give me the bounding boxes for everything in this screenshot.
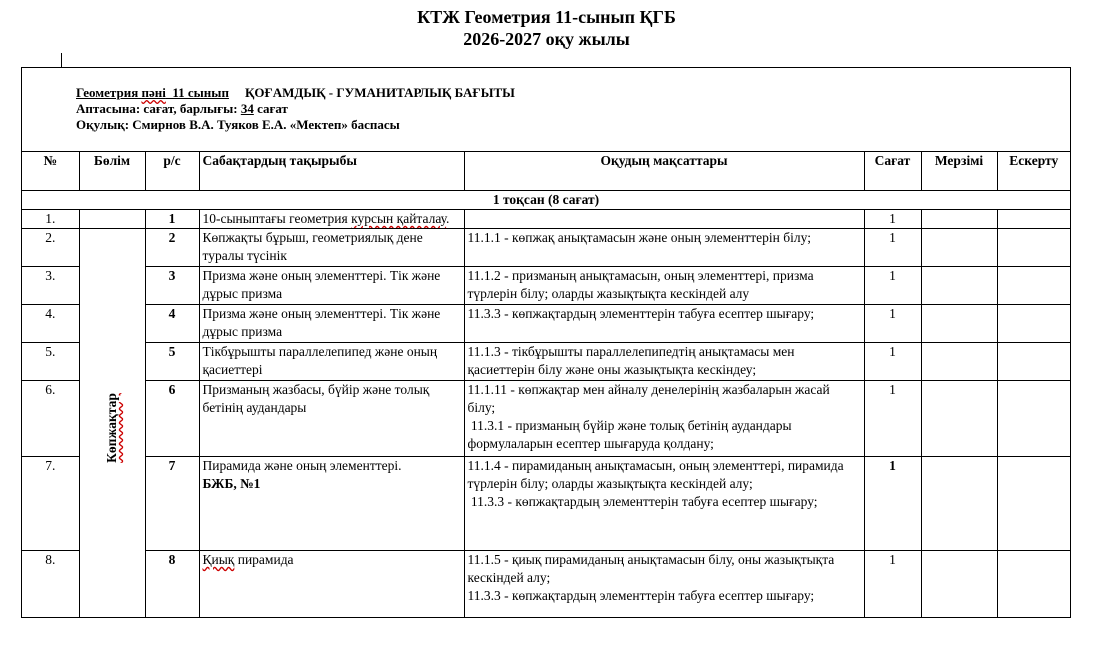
- row-number: 8.: [22, 551, 79, 619]
- spellcheck-word: Қиық: [202, 552, 235, 567]
- row-note: [997, 210, 1070, 229]
- row-topic: [199, 267, 464, 305]
- quarter-row: [22, 191, 1070, 210]
- row-date: [921, 305, 997, 343]
- row-topic: [199, 551, 464, 619]
- row-hours: 1: [864, 210, 921, 229]
- row-rs: 4: [145, 305, 199, 343]
- objective-item: 11.3.3 - көпжақтардың элементтерін табуға есептер шығару;: [467, 306, 815, 321]
- row-date: [921, 381, 997, 457]
- row-rs: 7: [145, 457, 199, 551]
- quarter-label: 1 тоқсан (8 сағат): [22, 191, 1070, 210]
- row-hours: 1: [864, 551, 921, 619]
- row-hours: 1: [864, 457, 921, 551]
- info-hours-line: [76, 101, 1070, 117]
- table-row: [22, 381, 1070, 457]
- topic-text: Тікбұрышты параллелепипед және оның қасиеттері: [202, 344, 438, 377]
- row-number: 6.: [22, 381, 79, 457]
- row-number: 5.: [22, 343, 79, 381]
- row-hours: 1: [864, 343, 921, 381]
- header-rs: р/с: [145, 152, 199, 191]
- row-topic: [199, 210, 464, 229]
- section-cell-empty: [79, 210, 145, 229]
- topic-text: Призма және оның элементтері. Тік және дұрыс призма: [202, 268, 441, 301]
- row-number: 1.: [22, 210, 79, 229]
- topic-text: 10-сыныптағы геометрия курсын қайталау.: [202, 211, 450, 226]
- info-subject: Геометрия пәні_11 сынып: [76, 85, 229, 100]
- plan-sheet: [21, 67, 1071, 618]
- objective-item: 11.1.5 - қиық пирамиданың анықтамасын білу, оны жазықтықта кескіндей алу;: [467, 552, 838, 585]
- objective-item: 11.1.3 - тікбұрышты параллелепипедтің анықтамасы мен қасиеттерін білу және оны жазықтықта кескіндеу;: [467, 344, 798, 377]
- header-section: Бөлім: [79, 152, 145, 191]
- row-rs: 2: [145, 229, 199, 267]
- objective-item: 11.1.4 - пирамиданың анықтамасын, оның элементтері, пирамида түрлерін білу; оларды жазықтықта кескіндей алу;: [467, 458, 848, 491]
- info-textbook: Оқулық: Смирнов В.А. Туяков Е.А. «Мектеп» баспасы: [76, 117, 400, 132]
- info-hours-suffix: сағат: [257, 101, 288, 116]
- row-topic: [199, 305, 464, 343]
- row-objectives: [464, 229, 864, 267]
- objective-item: 11.1.11 - көпжақтар мен айналу денелерінің жазбаларын жасай білу;: [467, 382, 834, 415]
- topic-text: Пирамида және оның элементтері.: [202, 458, 402, 473]
- section-cell: [79, 229, 145, 619]
- row-note: [997, 343, 1070, 381]
- table-row: [22, 343, 1070, 381]
- row-objectives: [464, 343, 864, 381]
- objective-item: 11.1.2 - призманың анықтамасын, оның элементтері, призма түрлерін білу; оларды жазықтықта кескіндей алу: [467, 268, 817, 301]
- row-note: [997, 551, 1070, 619]
- row-objectives: [464, 551, 864, 619]
- row-number: 3.: [22, 267, 79, 305]
- row-objectives: [464, 267, 864, 305]
- row-rs: 6: [145, 381, 199, 457]
- lesson-table: [22, 152, 1070, 618]
- document-title: [0, 6, 1093, 50]
- topic-text: Қиық пирамида: [202, 552, 294, 567]
- objective-item: 11.3.3 - көпжақтардың элементтерін табуға есептер шығару;: [467, 494, 818, 509]
- row-date: [921, 343, 997, 381]
- info-direction: ҚОҒАМДЫҚ - ГУМАНИТАРЛЫҚ БАҒЫТЫ: [244, 85, 515, 100]
- objective-item: 11.1.1 - көпжақ анықтамасын және оның элементтерін білу;: [467, 230, 811, 245]
- row-rs: 8: [145, 551, 199, 619]
- info-hours-total: 34: [240, 101, 254, 116]
- row-topic: [199, 457, 464, 551]
- row-number: 4.: [22, 305, 79, 343]
- topic-bold-text: БЖБ, №1: [202, 476, 261, 491]
- row-number: 2.: [22, 229, 79, 267]
- row-note: [997, 305, 1070, 343]
- row-rs: 5: [145, 343, 199, 381]
- info-hours-prefix: Аптасына: сағат, барлығы:: [76, 101, 238, 116]
- topic-text: Көпжақты бұрыш, геометриялық дене туралы түсінік: [202, 230, 423, 263]
- row-rs: 3: [145, 267, 199, 305]
- spellcheck-word: курсын қайталау: [351, 211, 447, 226]
- header-note: Ескерту: [997, 152, 1070, 191]
- row-topic: [199, 381, 464, 457]
- row-objectives: [464, 457, 864, 551]
- header-hours: Сағат: [864, 152, 921, 191]
- table-row: [22, 551, 1070, 619]
- header-objectives: Оқудың мақсаттары: [464, 152, 864, 191]
- header-date: Мерзімі: [921, 152, 997, 191]
- row-note: [997, 457, 1070, 551]
- title-line-1: КТЖ Геометрия 11-сынып ҚГБ: [417, 7, 676, 27]
- info-subject-line: [76, 85, 1070, 101]
- row-objectives: [464, 381, 864, 457]
- table-row: [22, 267, 1070, 305]
- row-note: [997, 229, 1070, 267]
- row-topic: [199, 229, 464, 267]
- row-objectives: [464, 210, 864, 229]
- row-date: [921, 551, 997, 619]
- row-hours: 1: [864, 381, 921, 457]
- table-row: [22, 229, 1070, 267]
- table-row: [22, 457, 1070, 551]
- header-num: №: [22, 152, 79, 191]
- row-objectives: [464, 305, 864, 343]
- objective-item: 11.3.1 - призманың бүйір және толық бетінің аудандары формулаларын есептер шығаруда қолдану;: [467, 418, 795, 451]
- row-date: [921, 210, 997, 229]
- table-row: [22, 305, 1070, 343]
- section-label: Көпжақтар: [104, 392, 119, 463]
- text-cursor: [61, 53, 62, 67]
- objective-item: 11.3.3 - көпжақтардың элементтерін табуға есептер шығару;: [467, 588, 815, 603]
- row-hours: 1: [864, 229, 921, 267]
- row-number: 7.: [22, 457, 79, 551]
- topic-text: Призма және оның элементтері. Тік және дұрыс призма: [202, 306, 441, 339]
- table-header-row: [22, 152, 1070, 191]
- row-hours: 1: [864, 305, 921, 343]
- row-topic: [199, 343, 464, 381]
- info-block: [22, 68, 1070, 152]
- row-date: [921, 267, 997, 305]
- header-topic: Сабақтардың тақырыбы: [199, 152, 464, 191]
- title-line-2: 2026-2027 оқу жылы: [463, 29, 630, 49]
- topic-text: Призманың жазбасы, бүйір және толық бетінің аудандары: [202, 382, 430, 415]
- row-note: [997, 267, 1070, 305]
- spellcheck-word: пәні: [141, 85, 166, 100]
- row-note: [997, 381, 1070, 457]
- row-date: [921, 229, 997, 267]
- row-date: [921, 457, 997, 551]
- table-row: [22, 210, 1070, 229]
- row-hours: 1: [864, 267, 921, 305]
- row-rs: 1: [145, 210, 199, 229]
